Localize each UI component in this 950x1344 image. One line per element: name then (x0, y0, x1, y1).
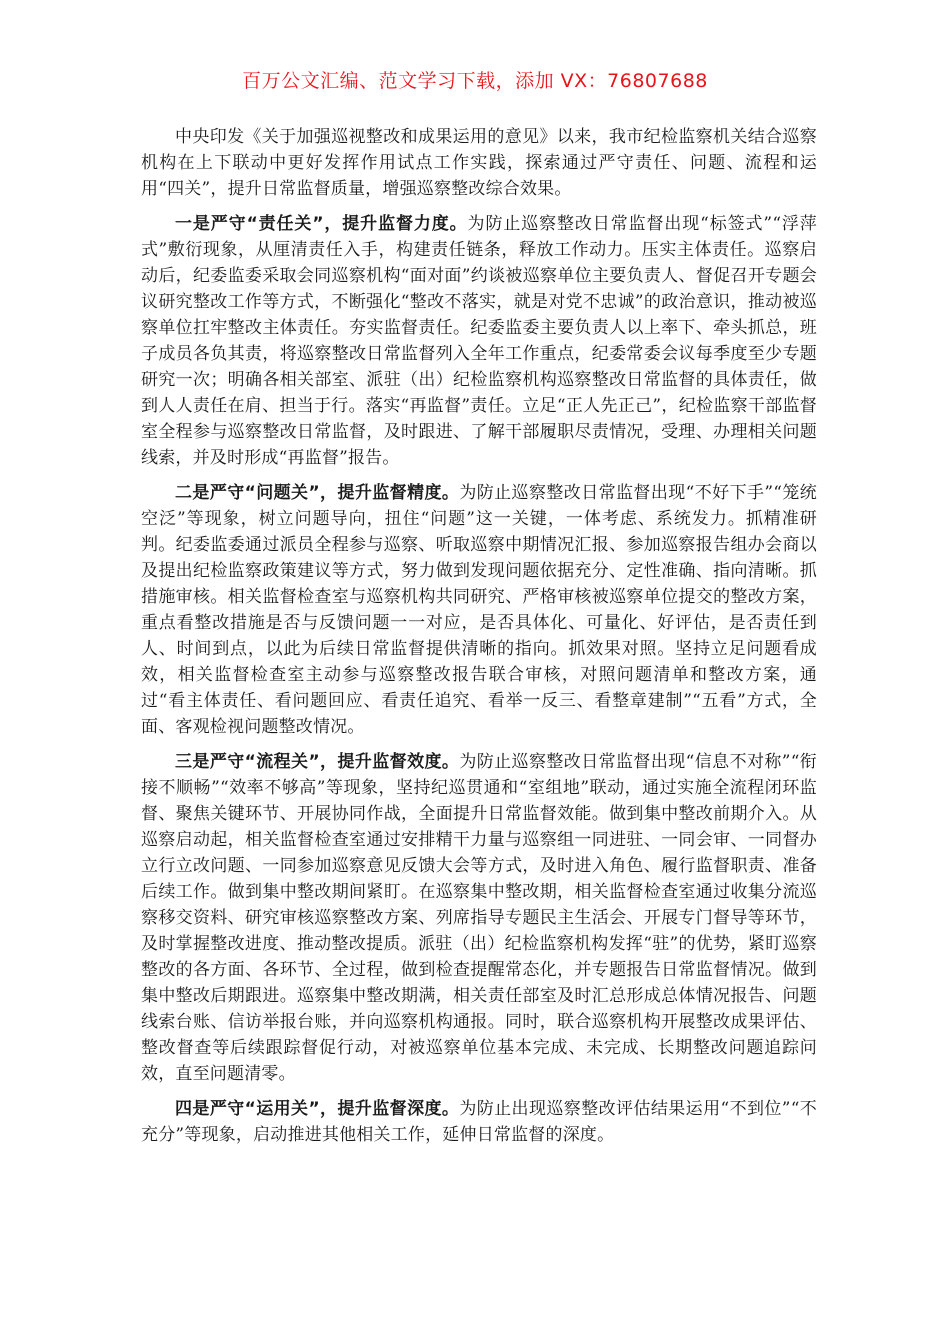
document-body (141, 124, 817, 1157)
section-paragraph-1 (141, 211, 817, 471)
section-2-lead: 二是严守“问题关”，提升监督精度。 (175, 483, 460, 503)
section-1-body: 为防止巡察整改日常监督出现“标签式”“浮萍式”敷衍现象，从厘清责任入手，构建责任链条，释放工作动力。压实主体责任。巡察启动后，纪委监委采取会同巡察机构“面对面”约谈被巡察单位主要负责人、督促召开专题会议研究整改工作等方式，不断强化“整改不落实，就是对党不忠诚”的政治意识，推动被巡察单位扛牢整改主体责任。夯实监督责任。纪委监委主要负责人以上率下、牵头抓总，班子成员各负其责，将巡察整改日常监督列入全年工作重点，纪委常委会议每季度至少专题研究一次；明确各相关部室、派驻（出）纪检监察机构巡察整改日常监督的具体责任，做到人人责任在肩、担当于行。落实“再监督”责任。立足“正人先正己”，纪检监察干部监督室全程参与巡察整改日常监督，及时跟进、了解干部履职尽责情况，受理、办理相关问题线索，并及时形成“再监督”报告。 (141, 214, 817, 468)
section-3-lead: 三是严守“流程关”，提升监督效度。 (175, 752, 460, 772)
section-paragraph-4 (141, 1096, 817, 1148)
section-1-lead: 一是严守“责任关”，提升监督力度。 (175, 214, 468, 234)
header-banner: 百万公文汇编、范文学习下载，添加 VX：76807688 (242, 70, 708, 92)
section-2-body: 为防止巡察整改日常监督出现“不好下手”“笼统空泛”等现象，树立问题导向，扭住“问题”这一关键，一体考虑、系统发力。抓精准研判。纪委监委通过派员全程参与巡察、听取巡察中期情况汇报、参加巡察报告组办会商以及提出纪检监察政策建议等方式，努力做到发现问题依据充分、定性准确、指向清晰。抓措施审核。相关监督检查室与巡察机构共同研究、严格审核被巡察单位提交的整改方案，重点看整改措施是否与反馈问题一一对应，是否具体化、可量化、好评估，是否责任到人、时间到点，以此为后续日常监督提供清晰的指向。抓效果对照。坚持立足问题看成效，相关监督检查室主动参与巡察整改报告联合审核，对照问题清单和整改方案，通过“看主体责任、看问题回应、看责任追究、看举一反三、看整章建制”“五看”方式，全面、客观检视问题整改情况。 (141, 483, 817, 737)
section-4-body: 为防止出现巡察整改评估结果运用“不到位”“不充分”等现象，启动推进其他相关工作，延伸日常监督的深度。 (141, 1099, 817, 1145)
intro-paragraph: 中央印发《关于加强巡视整改和成果运用的意见》以来，我市纪检监察机关结合巡察机构在上下联动中更好发挥作用试点工作实践，探索通过严守责任、问题、流程和运用“四关”，提升日常监督质量，增强巡察整改综合效果。 (141, 127, 817, 199)
section-4-lead: 四是严守“运用关”，提升监督深度。 (175, 1099, 460, 1119)
section-paragraph-2 (141, 480, 817, 740)
section-paragraph-3 (141, 749, 817, 1087)
section-3-body: 为防止巡察整改日常监督出现“信息不对称”“衔接不顺畅”“效率不够高”等现象，坚持纪巡贯通和“室组地”联动，通过实施全流程闭环监督、聚焦关键环节、开展协同作战，全面提升日常监督效能。做到集中整改前期介入。从巡察启动起，相关监督检查室通过安排精干力量与巡察组一同进驻、一同会审、一同督办立行立改问题、一同参加巡察意见反馈大会等方式，及时进入角色、履行监督职责、准备后续工作。做到集中整改期间紧盯。在巡察集中整改期，相关监督检查室通过收集分流巡察移交资料、研究审核巡察整改方案、列席指导专题民主生活会、开展专门督导等环节，及时掌握整改进度、推动整改提质。派驻（出）纪检监察机构发挥“驻”的优势，紧盯巡察整改的各方面、各环节、全过程，做到检查提醒常态化，并专题报告日常监督情况。做到集中整改后期跟进。巡察集中整改期满，相关责任部室及时汇总形成总体情况报告、问题线索台账、信访举报台账，并向巡察机构通报。同时，联合巡察机构开展整改成果评估、整改督查等后续跟踪督促行动，对被巡察单位基本完成、未完成、长期整改问题追踪问效，直至问题清零。 (141, 752, 817, 1084)
